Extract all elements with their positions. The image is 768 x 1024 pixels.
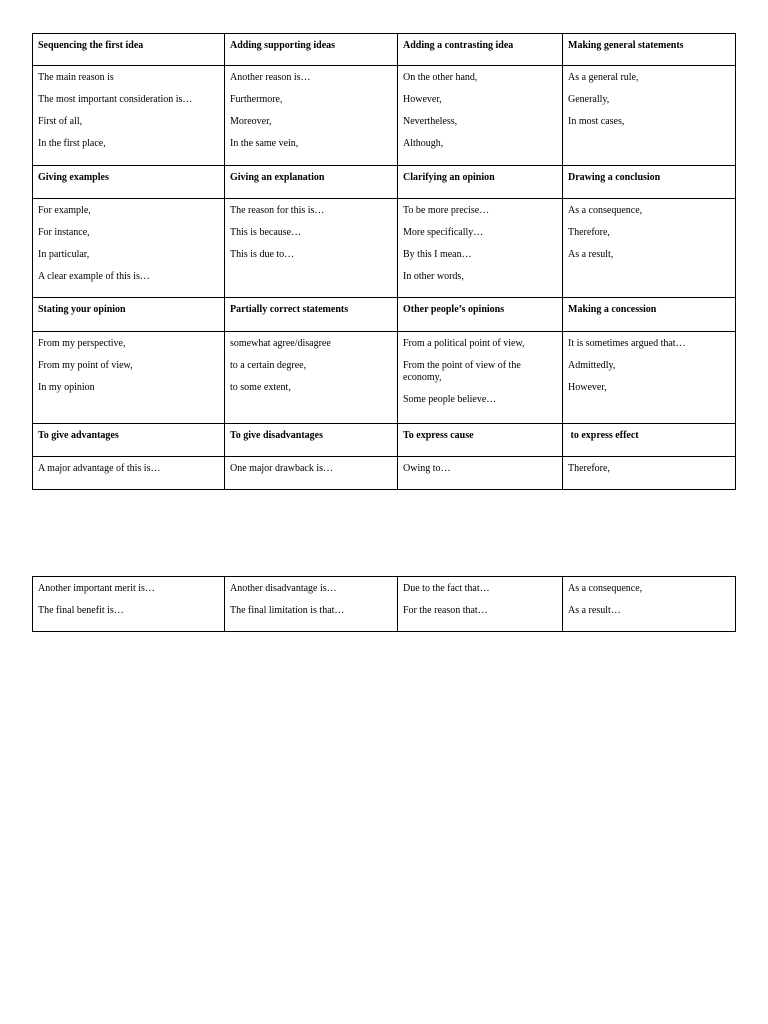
phrase: Nevertheless, (403, 116, 458, 127)
phrase: to some extent, (230, 382, 291, 393)
header-clarifying-opinion: Clarifying an opinion (398, 166, 563, 199)
phrase: Furthermore, (230, 94, 283, 105)
header-adding-contrasting-idea: Adding a contrasting idea (398, 34, 563, 66)
phrase: From the point of view of the economy, (403, 360, 521, 383)
phrase: Some people believe… (403, 394, 497, 405)
table-row (33, 66, 736, 166)
table-cell (225, 457, 398, 490)
header-giving-examples: Giving examples (33, 166, 225, 199)
phrase: On the other hand, (403, 72, 478, 83)
phrase: Generally, (568, 94, 610, 105)
table-cell (33, 577, 225, 632)
table-cell (398, 332, 563, 424)
phrase: This is because… (230, 227, 302, 238)
phrase: Therefore, (568, 227, 610, 238)
table-cell (225, 66, 398, 166)
table-cell (563, 457, 736, 490)
table-row (33, 332, 736, 424)
table-cell (33, 199, 225, 298)
header-making-concession: Making a concession (563, 298, 736, 332)
table-cell (398, 199, 563, 298)
phrase-table (32, 33, 736, 490)
phrase: Although, (403, 138, 444, 149)
table-cell (563, 332, 736, 424)
phrase: To be more precise… (403, 205, 490, 216)
table-cell (33, 457, 225, 490)
phrase: Another important merit is… (38, 583, 155, 594)
table-row (33, 199, 736, 298)
table-cell (225, 332, 398, 424)
phrase: Moreover, (230, 116, 272, 127)
table-cell (563, 199, 736, 298)
phrase: This is due to… (230, 249, 295, 260)
phrase: However, (403, 94, 442, 105)
header-to-express-cause: To express cause (398, 424, 563, 457)
phrase: Therefore, (568, 463, 610, 474)
phrase: In the first place, (38, 138, 106, 149)
header-sequencing-first-idea: Sequencing the first idea (33, 34, 225, 66)
phrase: For instance, (38, 227, 90, 238)
header-adding-supporting-ideas: Adding supporting ideas (225, 34, 398, 66)
phrase: In other words, (403, 271, 464, 282)
phrase: A clear example of this is… (38, 271, 150, 282)
table-cell (398, 66, 563, 166)
phrase: Another reason is… (230, 72, 311, 83)
table-header-row (33, 298, 736, 332)
phrase: From my point of view, (38, 360, 133, 371)
table-cell (398, 577, 563, 632)
table-row (33, 577, 736, 632)
phrase: In particular, (38, 249, 90, 260)
phrase: The final limitation is that… (230, 605, 345, 616)
table-cell (33, 332, 225, 424)
table-cell (563, 66, 736, 166)
phrase: By this I mean… (403, 249, 472, 260)
phrase: However, (568, 382, 607, 393)
phrase: For the reason that… (403, 605, 488, 616)
phrase: In the same vein, (230, 138, 299, 149)
header-to-express-effect: to express effect (563, 424, 736, 457)
phrase: As a result, (568, 249, 614, 260)
phrase: somewhat agree/disagree (230, 338, 331, 349)
table-header-row (33, 166, 736, 199)
phrase: From a political point of view, (403, 338, 525, 349)
table-cell (225, 577, 398, 632)
table-cell (563, 577, 736, 632)
phrase: Due to the fact that… (403, 583, 490, 594)
table-header-row (33, 34, 736, 66)
table-header-row (33, 424, 736, 457)
phrase: The main reason is (38, 72, 114, 83)
phrase: The final benefit is… (38, 605, 124, 616)
phrase: As a consequence, (568, 205, 643, 216)
phrase: The most important consideration is… (38, 94, 193, 105)
phrase: In my opinion (38, 382, 95, 393)
header-to-give-advantages: To give advantages (33, 424, 225, 457)
phrase: One major drawback is… (230, 463, 334, 474)
phrase: Another disadvantage is… (230, 583, 337, 594)
header-stating-your-opinion: Stating your opinion (33, 298, 225, 332)
phrase: The reason for this is… (230, 205, 325, 216)
phrase-table-continued (32, 576, 736, 632)
phrase: More specifically… (403, 227, 484, 238)
header-to-give-disadvantages: To give disadvantages (225, 424, 398, 457)
table-row (33, 457, 736, 490)
phrase: A major advantage of this is… (38, 463, 161, 474)
header-drawing-conclusion: Drawing a conclusion (563, 166, 736, 199)
table-cell (225, 199, 398, 298)
phrase: For example, (38, 205, 91, 216)
header-making-general-statements: Making general statements (563, 34, 736, 66)
phrase: First of all, (38, 116, 83, 127)
table-cell (398, 457, 563, 490)
phrase: Admittedly, (568, 360, 616, 371)
header-other-peoples-opinions: Other people’s opinions (398, 298, 563, 332)
table-cell (33, 66, 225, 166)
phrase: As a general rule, (568, 72, 639, 83)
phrase: Owing to… (403, 463, 451, 474)
phrase: As a consequence, (568, 583, 643, 594)
phrase: to a certain degree, (230, 360, 307, 371)
phrase: As a result… (568, 605, 621, 616)
phrase: In most cases, (568, 116, 625, 127)
phrase: From my perspective, (38, 338, 126, 349)
header-partially-correct-statements: Partially correct statements (225, 298, 398, 332)
header-giving-explanation: Giving an explanation (225, 166, 398, 199)
phrase: It is sometimes argued that… (568, 338, 686, 349)
